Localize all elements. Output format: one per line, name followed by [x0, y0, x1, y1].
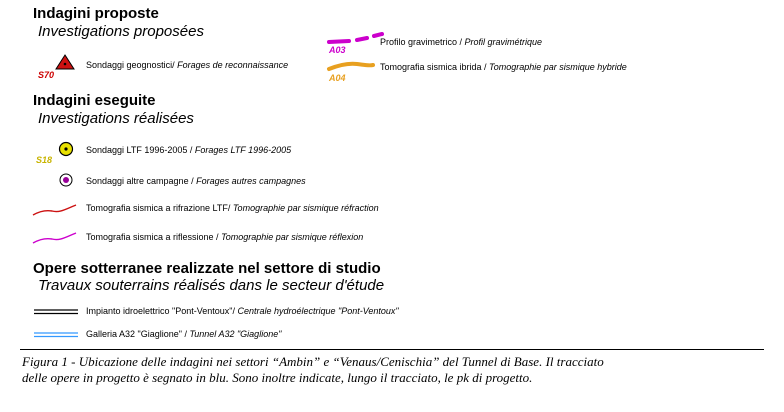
legend-item-profilo-gravimetrico: Profilo gravimetrico / Profil gravimétrique	[380, 37, 543, 47]
red-line-icon	[32, 202, 78, 218]
legend-item-tomografia-rifrazione: Tomografia sismica a rifrazione LTF/ Tomographie par sismique réfraction	[86, 203, 379, 213]
caption-line-2: delle opere in progetto è segnato in blu. Sono inoltre indicate, lungo il tracciato, le pk di progetto.	[22, 370, 533, 385]
code-a03: A03	[329, 45, 346, 55]
figure-caption	[22, 354, 762, 386]
legend-item-sondaggi-ltf: Sondaggi LTF 1996-2005 / Forages LTF 1996-2005	[86, 145, 292, 155]
legend-item-pont-ventoux: Impianto idroelettrico "Pont-Ventoux"/ Centrale hydroélectrique "Pont-Ventoux"	[86, 306, 399, 316]
code-a04: A04	[329, 73, 346, 83]
magenta-dashed-line-icon	[327, 32, 387, 46]
purple-circle-icon	[58, 172, 74, 188]
black-double-line-icon	[34, 308, 80, 316]
section-done-title: Indagini eseguite	[33, 92, 156, 109]
code-s70: S70	[38, 70, 55, 80]
section-proposed-subtitle: Investigations proposées	[38, 23, 204, 40]
section-proposed-title: Indagini proposte	[33, 5, 159, 22]
red-triangle-icon	[55, 55, 75, 71]
legend-item-giaglione: Galleria A32 "Giaglione" / Tunnel A32 "Giaglione"	[86, 329, 282, 339]
purple-line-icon	[32, 230, 78, 246]
section-works-subtitle: Travaux souterrains réalisés dans le secteur d'étude	[38, 277, 385, 294]
orange-line-icon	[327, 60, 375, 74]
legend-item-tomografia-riflessione: Tomografia sismica a riflessione / Tomographie par sismique réflexion	[86, 232, 364, 242]
yellow-circle-icon	[58, 141, 74, 157]
caption-rule	[20, 349, 764, 350]
section-done-subtitle: Investigations réalisées	[38, 110, 194, 127]
blue-double-line-icon	[34, 331, 80, 339]
legend-item-sondaggi-altre: Sondaggi altre campagne / Forages autres campagnes	[86, 176, 306, 186]
legend-item-tomografia-ibrida: Tomografia sismica ibrida / Tomographie par sismique hybride	[380, 62, 627, 72]
section-works-title: Opere sotterranee realizzate nel settore di studio	[33, 260, 381, 277]
legend-item-sondaggi-geognostici: Sondaggi geognostici/ Forages de reconnaissance	[86, 60, 289, 70]
caption-line-1: Figura 1 - Ubicazione delle indagini nei settori “Ambin” e “Venaus/Cenischia” del Tunnel di Base. Il tracciato	[22, 354, 604, 369]
code-s18: S18	[36, 155, 53, 165]
